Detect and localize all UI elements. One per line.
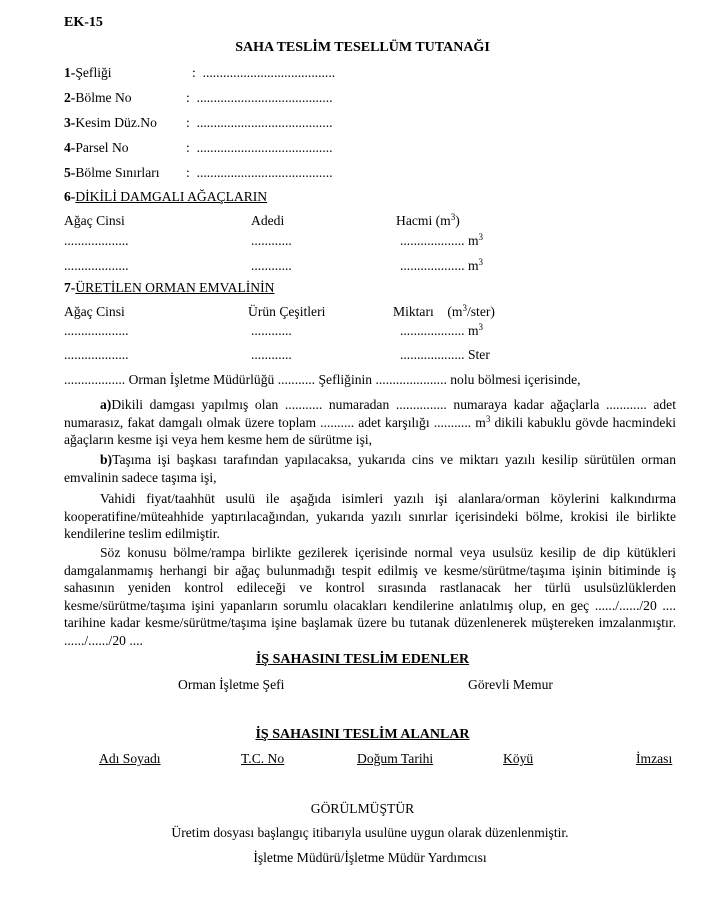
- receiver-col-name: Adı Soyadı: [99, 751, 161, 766]
- annex-code: EK-15: [64, 15, 103, 30]
- field-sefligi: 1-Şefliği: [64, 65, 112, 80]
- section-6-row-1-species: ...................: [64, 233, 129, 248]
- section-7-row-2-amount: ................... Ster: [400, 347, 490, 362]
- section-7-col-agac-cinsi: Ağaç Cinsi: [64, 304, 125, 319]
- receiver-col-tc-no: T.C. No: [241, 751, 285, 766]
- section-6-col-hacmi: Hacmi $(m^3)$: [396, 212, 460, 228]
- deliverer-forest-chief: Orman İşletme Şefi: [178, 677, 285, 692]
- receivers-heading: İŞ SAHASINI TESLİM ALANLAR: [255, 727, 470, 742]
- paragraph-a: a)Dikili damgası yapılmış olan ........... numaradan ............... numaraya kadar ağaçlarla ............ adet numarasız, fakat damgalı olmak üzere toplam .......... adet karşılığı ........... $m^3$ dikili kabuklu gövde hacmindeki ağaçların kesme işi veya hem kesme hem de sürütme işi,: [64, 397, 676, 447]
- section-6-row-1-count: ............: [251, 233, 292, 248]
- paragraph-c: Vahidi fiyat/taahhüt usulü ile aşağıda isimleri yazılı işi alanlara/orman köylerini kalkındırma kooperatifine/müteahhide yaptırılacağından, yukarıda yazılı sınırlar içerisindeki bölme, krokisi ile birlikte kendilerine teslim edilmiştir.: [64, 491, 676, 541]
- field-parsel-no-value: : ........................................: [186, 140, 333, 155]
- approval-signer: İşletme Müdürü/İşletme Müdür Yardımcısı: [253, 850, 487, 865]
- paragraph-b: b)Taşıma işi başkası tarafından yapılacaksa, yukarıda cins ve miktarı yazılı kesilip sürütülen orman emvalinin sadece taşıma işi,: [64, 452, 676, 485]
- receiver-col-village: Köyü: [503, 751, 534, 766]
- section-6-row-2-count: ............: [251, 258, 292, 273]
- section-7-col-urun-cesitleri: Ürün Çeşitleri: [248, 304, 326, 319]
- section-6-heading: 6-DİKİLİ DAMGALI AĞAÇLARIN: [64, 189, 268, 204]
- section-6-row-1-volume: ................... $m^3$: [400, 232, 484, 248]
- section-7-col-miktari: Miktarı $(m^3/ster)$: [393, 303, 495, 319]
- field-sefligi-value: : .......................................: [192, 65, 336, 80]
- field-bolme-sinirlari-value: : ........................................: [186, 165, 333, 180]
- receiver-col-birth-date: Doğum Tarihi: [357, 751, 434, 766]
- section-6-col-agac-cinsi: Ağaç Cinsi: [64, 213, 125, 228]
- approval-heading: GÖRÜLMÜŞTÜR: [310, 801, 415, 816]
- approval-text: Üretim dosyası başlangıç itibarıyla usulüne uygun olarak düzenlenmiştir.: [171, 825, 569, 840]
- field-bolme-no: 2-Bölme No: [64, 90, 132, 105]
- field-kesim-duz-no-value: : ........................................: [186, 115, 333, 130]
- paragraph-d: Söz konusu bölme/rampa birlikte gezilerek içerisinde normal veya usulsüz kesilip de dip kütükleri damgalanmamış herhangi bir ağaç bulunmadığı tespit edilmiş ve kesme/sürütme/taşıma işinin bitiminde iş sahasının yeniden kontrol edileceği ve kontrol sırasında rastlanacak her türlü usulsüzlüklerden kesme/sürütme/taşıma işini yapanların sorumlu olacakları kendilerine anlatılmış olup, en geç ....../....../20 .... tarihine kadar kesme/sürütme/taşıma işine başlamak üzere bu tutanak düzenlenerek müştereken imzalanmıştır. ....../....../20 ....: [64, 545, 676, 648]
- field-parsel-no: 4-Parsel No: [64, 140, 129, 155]
- section-6-row-2-volume: ................... $m^3$: [400, 257, 484, 273]
- field-kesim-duz-no: 3-Kesim Düz.No: [64, 115, 157, 130]
- deliverer-officer: Görevli Memur: [468, 677, 553, 692]
- deliverers-heading: İŞ SAHASINI TESLİM EDENLER: [255, 652, 470, 667]
- section-6-col-adedi: Adedi: [251, 213, 285, 228]
- section-7-row-2-product: ............: [251, 347, 292, 362]
- receiver-col-signature: İmzası: [636, 751, 673, 766]
- section-6-row-2-species: ...................: [64, 258, 129, 273]
- section-7-row-1-amount: ................... $m^3$: [400, 322, 484, 338]
- document-title: SAHA TESLİM TESELLÜM TUTANAĞI: [235, 40, 490, 55]
- section-7-row-2-species: ...................: [64, 347, 129, 362]
- section-7-row-1-species: ...................: [64, 323, 129, 338]
- location-line: .................. Orman İşletme Müdürlüğü ........... Şefliğinin ..................... nolu bölmesi içerisinde,: [64, 372, 581, 387]
- section-7-row-1-product: ............: [251, 323, 292, 338]
- section-7-heading: 7-ÜRETİLEN ORMAN EMVALİNİN: [64, 280, 275, 295]
- field-bolme-no-value: : ........................................: [186, 90, 333, 105]
- field-bolme-sinirlari: 5-Bölme Sınırları: [64, 165, 160, 180]
